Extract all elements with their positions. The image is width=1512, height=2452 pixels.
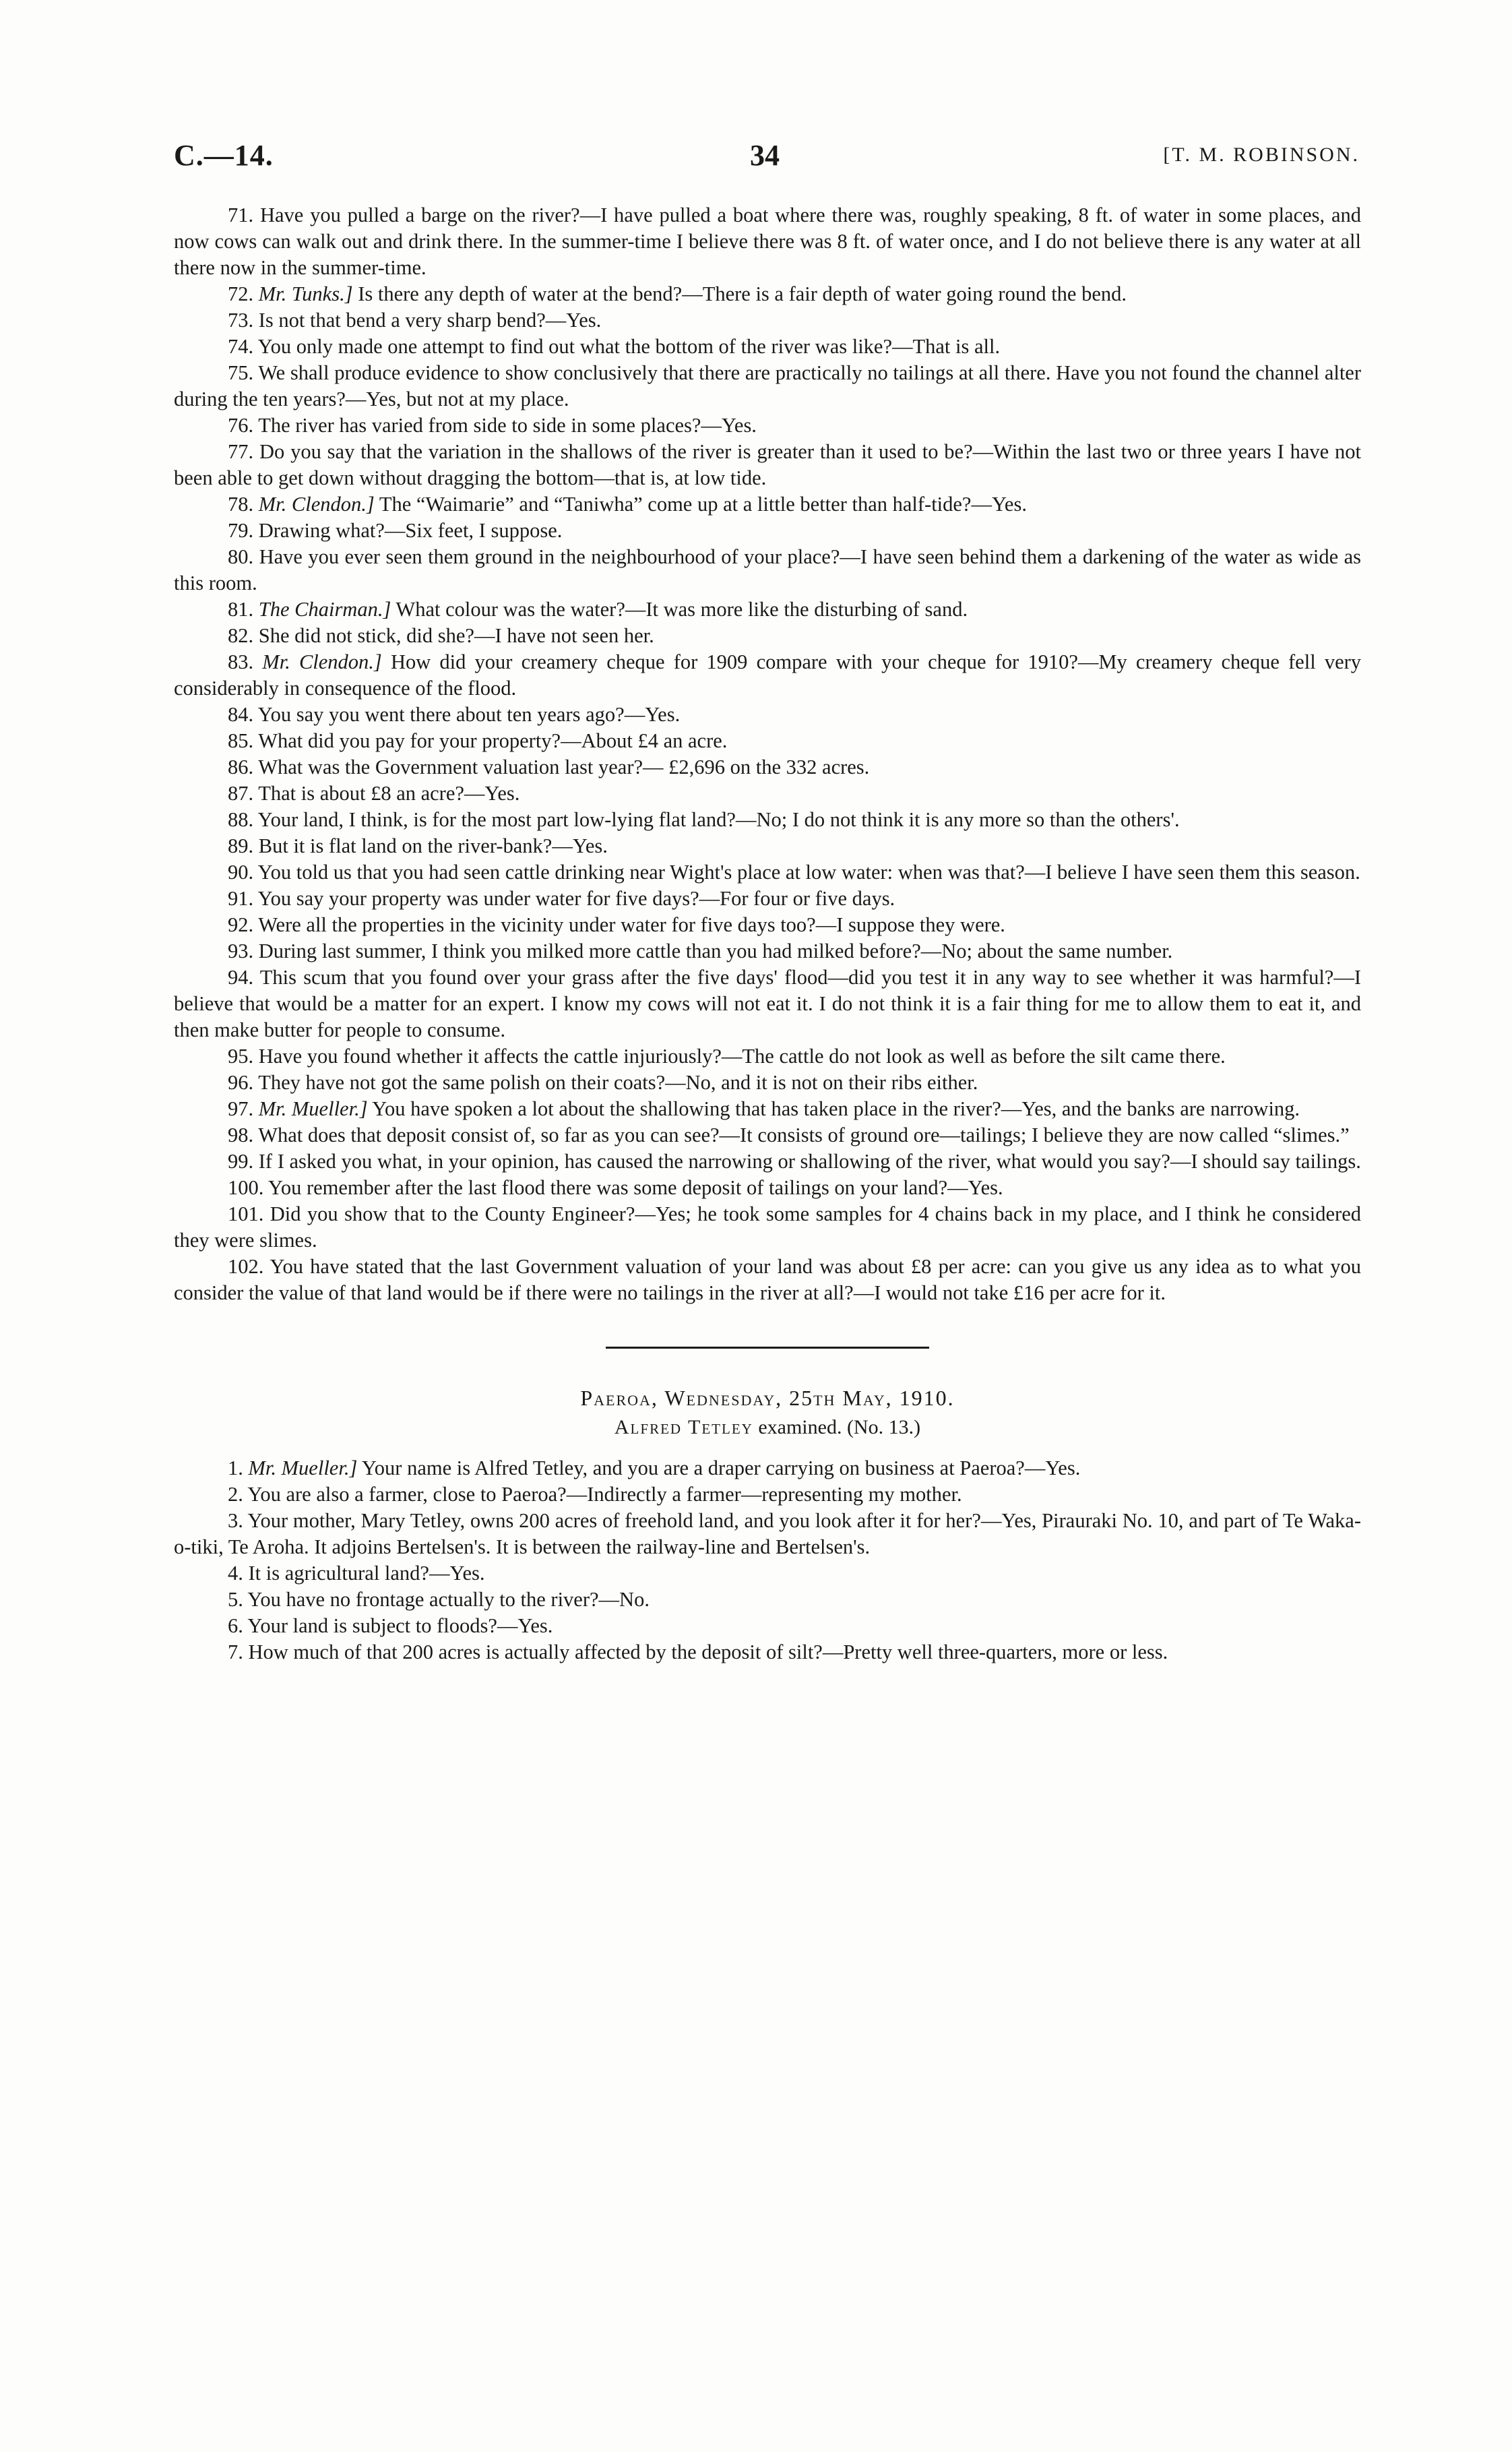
question-answer [174, 596, 1361, 623]
question-text: What did you pay for your property?—About £4 an acre. [258, 729, 728, 752]
question-answer [174, 859, 1361, 886]
question-text: You say your property was under water for five days?—For four or five days. [257, 887, 895, 910]
question-number: 71. [228, 204, 254, 226]
question-number: 97. [228, 1097, 254, 1120]
question-text: But it is flat land on the river-bank?—Yes. [258, 834, 608, 857]
question-text: Your name is Alfred Tetley, and you are a draper carrying on business at Paeroa?—Yes. [361, 1457, 1081, 1479]
question-number: 73. [228, 309, 254, 332]
question-number: 5. [228, 1588, 243, 1611]
question-answer [174, 649, 1361, 702]
question-answer [174, 1508, 1361, 1560]
report-code: C.—14. [174, 139, 274, 172]
question-number: 84. [228, 703, 254, 726]
question-text: You say you went there about ten years ago?—Yes. [257, 703, 681, 726]
question-number: 83. [228, 650, 254, 673]
question-answer [174, 1175, 1361, 1201]
question-text: The river has varied from side to side in some places?—Yes. [258, 414, 757, 437]
question-text: You are also a farmer, close to Paeroa?—Indirectly a farmer—representing my mother. [247, 1483, 962, 1506]
question-number: 93. [228, 940, 254, 962]
question-number: 75. [228, 361, 254, 384]
question-number: 96. [228, 1071, 254, 1094]
question-text: Were all the properties in the vicinity under water for five days too?—I suppose they were. [258, 913, 1005, 936]
question-number: 94. [228, 966, 254, 989]
question-answer [174, 964, 1361, 1043]
question-number: 90. [228, 861, 254, 884]
witness-name: Alfred Tetley [614, 1416, 753, 1438]
page-header [174, 138, 1360, 179]
speaker-name: The Chairman.] [258, 598, 391, 621]
question-answer [174, 1254, 1361, 1306]
question-text: Did you show that to the County Engineer?—Yes; he took some samples for 4 chains back in my place, and I think he considered they were slimes. [174, 1202, 1361, 1252]
question-text: Your land, I think, is for the most part low-lying flat land?—No; I do not think it is any more so than the others'. [257, 808, 1180, 831]
question-text: You have no frontage actually to the river?—No. [247, 1588, 650, 1611]
question-text: You remember after the last flood there was some deposit of tailings on your land?—Yes. [267, 1176, 1003, 1199]
question-text: Do you say that the variation in the shallows of the river is greater than it used to be?—Within the last two or three years I have not been able to get down without dragging the bottom—that is, at low tide. [174, 440, 1361, 489]
speaker-name: Mr. Mueller.] [248, 1457, 358, 1479]
question-answer [174, 1639, 1361, 1665]
question-number: 81. [228, 598, 254, 621]
question-number: 101. [228, 1202, 264, 1225]
question-number: 80. [228, 545, 254, 568]
question-number: 72. [228, 282, 254, 305]
question-text: What colour was the water?—It was more like the disturbing of sand. [396, 598, 968, 621]
question-text: Your land is subject to floods?—Yes. [247, 1614, 553, 1637]
question-number: 78. [228, 493, 254, 516]
witness-examined: examined. (No. 13.) [758, 1416, 921, 1438]
question-answer [174, 912, 1361, 938]
question-number: 7. [228, 1641, 243, 1663]
question-text: How much of that 200 acres is actually affected by the deposit of silt?—Pretty well three-quarters, more or less. [248, 1641, 1168, 1663]
place-date-heading: Paeroa, Wednesday, 25th May, 1910. [580, 1386, 955, 1410]
question-text: Have you found whether it affects the cattle injuriously?—The cattle do not look as well as before the silt came there. [258, 1045, 1226, 1068]
question-number: 2. [228, 1483, 243, 1506]
question-answer [174, 1148, 1361, 1175]
question-number: 87. [228, 782, 254, 805]
robinson-testimony [174, 202, 1361, 1306]
question-answer [174, 1201, 1361, 1254]
question-text: This scum that you found over your grass after the five days' flood—did you test it in any way to see whether it was harmful?—I believe that would be a matter for an expert. I know my cows will not eat it. I do not think it is a fair thing for me to allow them to eat it, and then make butter for people to consume. [174, 966, 1361, 1041]
question-answer [174, 281, 1361, 307]
question-text: Have you ever seen them ground in the neighbourhood of your place?—I have seen behind them a darkening of the water as wide as this room. [174, 545, 1361, 594]
question-number: 102. [228, 1255, 264, 1278]
witness-running-head: [T. M. ROBINSON. [1163, 144, 1360, 166]
question-number: 100. [228, 1176, 264, 1199]
question-text: Is there any depth of water at the bend?—There is a fair depth of water going round the bend. [358, 282, 1127, 305]
question-text: They have not got the same polish on their coats?—No, and it is not on their ribs either. [258, 1071, 978, 1094]
question-text: How did your creamery cheque for 1909 compare with your cheque for 1910?—My creamery cheque fell very considerably in consequence of the flood. [174, 650, 1362, 700]
question-text: Have you pulled a barge on the river?—I have pulled a boat where there was, roughly speaking, 8 ft. of water in some places, and now cows can walk out and drink there. In the summer-time I believe there was 8 ft. of water once, and I do not believe there is any water at all there now in the summer-time. [174, 204, 1362, 279]
question-number: 92. [228, 913, 254, 936]
question-number: 86. [228, 756, 254, 778]
question-answer [174, 202, 1361, 281]
question-number: 3. [228, 1509, 243, 1532]
tetley-testimony [174, 1455, 1361, 1665]
question-answer [174, 412, 1361, 439]
speaker-name: Mr. Mueller.] [258, 1097, 368, 1120]
question-text: What does that deposit consist of, so far as you can see?—It consists of ground ore—tailings; I believe they are now called “slimes.” [258, 1124, 1350, 1146]
question-number: 88. [228, 808, 254, 831]
question-answer [174, 1613, 1361, 1639]
question-text: What was the Government valuation last year?— £2,696 on the 332 acres. [258, 756, 870, 778]
question-answer [174, 886, 1361, 912]
question-answer [174, 360, 1361, 412]
question-text: We shall produce evidence to show conclusively that there are practically no tailings at all there. Have you not found the channel alter during the ten years?—Yes, but not at my place. [174, 361, 1361, 410]
question-text: That is about £8 an acre?—Yes. [258, 782, 520, 805]
question-number: 91. [228, 887, 254, 910]
question-number: 98. [228, 1124, 254, 1146]
question-text: She did not stick, did she?—I have not seen her. [258, 624, 654, 647]
question-answer [174, 439, 1361, 491]
question-answer [174, 1096, 1361, 1122]
question-text: Is not that bend a very sharp bend?—Yes. [258, 309, 602, 332]
question-number: 77. [228, 440, 254, 463]
question-answer [174, 623, 1361, 649]
question-answer [174, 754, 1361, 780]
question-answer [174, 334, 1361, 360]
witness-heading [174, 1416, 1361, 1439]
question-answer [174, 938, 1361, 964]
speaker-name: Mr. Clendon.] [262, 650, 382, 673]
question-answer [174, 1587, 1361, 1613]
question-text: You only made one attempt to find out what the bottom of the river was like?—That is all. [257, 335, 1001, 358]
question-answer [174, 307, 1361, 334]
question-answer [174, 1122, 1361, 1148]
question-text: The “Waimarie” and “Taniwha” come up at a little better than half-tide?—Yes. [379, 493, 1027, 516]
document-body [174, 202, 1361, 1665]
question-answer [174, 1070, 1361, 1096]
question-number: 99. [228, 1150, 254, 1173]
question-answer [174, 1560, 1361, 1587]
question-answer [174, 491, 1361, 518]
question-answer [174, 544, 1361, 596]
question-number: 95. [228, 1045, 254, 1068]
question-number: 1. [228, 1457, 243, 1479]
question-answer [174, 728, 1361, 754]
question-number: 6. [228, 1614, 243, 1637]
question-number: 89. [228, 834, 254, 857]
question-answer [174, 780, 1361, 807]
question-text: It is agricultural land?—Yes. [248, 1562, 485, 1585]
speaker-name: Mr. Clendon.] [258, 493, 375, 516]
question-text: Your mother, Mary Tetley, owns 200 acres of freehold land, and you look after it for her?—Yes, Pirauraki No. 10, and part of Te Waka-o-tiki, Te Aroha. It adjoins Bertelsen's. It is between the railway-line and Bertelsen's. [174, 1509, 1361, 1558]
question-number: 79. [228, 519, 254, 542]
question-text: During last summer, I think you milked more cattle than you had milked before?—No; about the same number. [258, 940, 1173, 962]
question-number: 82. [228, 624, 254, 647]
question-answer [174, 518, 1361, 544]
question-answer [174, 833, 1361, 859]
question-text: If I asked you what, in your opinion, has caused the narrowing or shallowing of the river, what would you say?—I should say tailings. [258, 1150, 1361, 1173]
question-text: You told us that you had seen cattle drinking near Wight's place at low water: when was that?—I believe I have seen them this season. [257, 861, 1360, 884]
speaker-name: Mr. Tunks.] [258, 282, 353, 305]
question-text: You have stated that the last Government valuation of your land was about £8 per acre: can you give us any idea as to what you consider the value of that land would be if there were no tailings in the river at all?—I would not take £16 per acre for it. [174, 1255, 1361, 1304]
question-number: 85. [228, 729, 254, 752]
question-number: 74. [228, 335, 254, 358]
question-text: Drawing what?—Six feet, I suppose. [258, 519, 563, 542]
question-answer [174, 702, 1361, 728]
question-answer [174, 1455, 1361, 1481]
question-number: 4. [228, 1562, 243, 1585]
question-text: You have spoken a lot about the shallowing that has taken place in the river?—Yes, and the banks are narrowing. [372, 1097, 1300, 1120]
question-answer [174, 807, 1361, 833]
question-answer [174, 1481, 1361, 1508]
question-number: 76. [228, 414, 254, 437]
question-answer [174, 1043, 1361, 1070]
page-number: 34 [750, 139, 780, 172]
section-divider [606, 1347, 929, 1349]
